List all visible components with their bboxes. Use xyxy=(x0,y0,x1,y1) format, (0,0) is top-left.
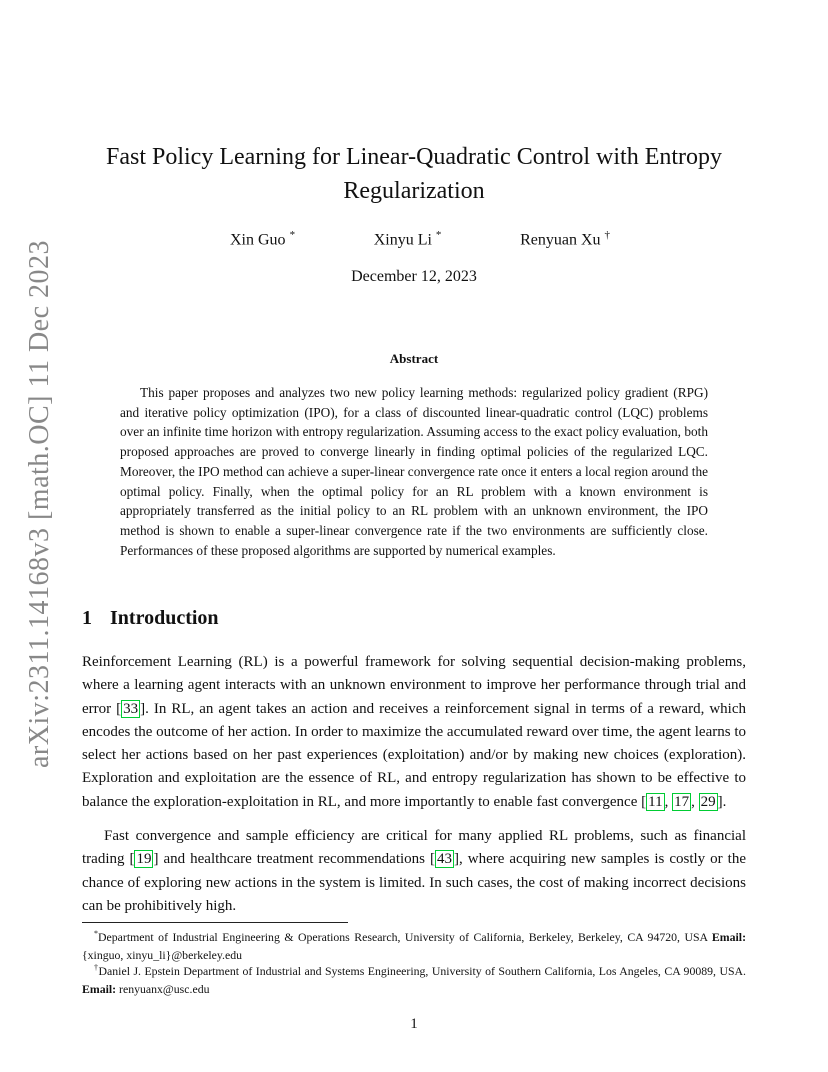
author: Renyuan Xu † xyxy=(520,229,610,249)
section-heading xyxy=(82,607,219,630)
abstract-text: This paper proposes and analyzes two new policy learning methods: regularized policy gradient (RPG) and iterative policy optimization (IPO), for a class of discounted linear-quadratic control (LQC) problems over an infinite time horizon with entropy regularization. Assuming access to the exact policy evaluation, both proposed approaches are proved to converge linearly in finding optimal policies of the regularized LQC. Moreover, the IPO method can achieve a super-linear convergence rate once it enters a local region around the optimal policy. Finally, when the optimal policy for an RL problem with a known environment is appropriately transferred as the initial policy to an RL problem with an unknown environment, the IPO method is shown to enable a super-linear convergence rate if the two environments are sufficiently close. Performances of these proposed algorithms are supported by numerical examples. xyxy=(120,385,708,558)
footnote: *Department of Industrial Engineering & Operations Research, University of California, Berkeley, Berkeley, CA 94720, USA Email: {xinguo, xinyu_li}@berkeley.edu xyxy=(82,929,746,963)
email-address: {xinguo, xinyu_li}@berkeley.edu xyxy=(82,948,243,963)
author: Xin Guo * xyxy=(230,229,296,249)
footnote-divider xyxy=(82,922,348,923)
abstract-heading: Abstract xyxy=(389,351,439,366)
author: Xinyu Li * xyxy=(373,229,442,249)
page-number: 1 xyxy=(410,1016,418,1032)
citation-link[interactable]: 43 xyxy=(437,851,453,868)
author-list xyxy=(230,229,610,249)
citation-link[interactable]: 19 xyxy=(136,851,152,868)
arxiv-stamp-text: arXiv:2311.14168v3 [math.OC] 11 Dec 2023 xyxy=(24,239,55,769)
footnote: †Daniel J. Epstein Department of Industrial and Systems Engineering, University of Southern California, Los Angeles, CA 90089, USA. Email: renyuanx@usc.edu xyxy=(82,963,747,997)
body-paragraph: Fast convergence and sample efficiency are critical for many applied RL problems, such as financial trading [ 19 ] and healthcare treatment recommendations [ 43 ], where acquiring new samples is costly or the chance of exploring new actions in the system is limited. In such cases, the cost of making incorrect decisions can be prohibitively high. xyxy=(82,828,746,914)
arxiv-stamp xyxy=(20,239,60,769)
citation-link[interactable]: 17 xyxy=(674,793,690,810)
citation-link[interactable]: 11 xyxy=(648,793,663,810)
paper-title: Fast Policy Learning for Linear-Quadratic Control with Entropy Regularization xyxy=(105,144,723,204)
citation-link[interactable]: 29 xyxy=(700,793,716,810)
body-paragraph: Reinforcement Learning (RL) is a powerful framework for solving sequential decision-making problems, where a learning agent interacts with an unknown environment to improve her performance through trial and error [ 33 ]. In RL, an agent takes an action and receives a reinforcement signal in terms of a reward, which encodes the outcome of her action. In order to maximize the accumulated reward over time, the agent learns to select her actions based on her past experiences (exploitation) and/or by making new choices (exploration). Exploration and exploitation are the essence of RL, and entropy regularization has shown to be effective to balance the exploration-exploitation in RL, and more importantly to enable fast convergence [ 11 , 17 , 29 ]. xyxy=(82,654,746,810)
email-address: renyuanx@usc.edu xyxy=(119,982,210,997)
section-title: Introduction xyxy=(110,607,219,629)
citation-link[interactable]: 33 xyxy=(123,700,139,717)
section-number: 1 xyxy=(82,607,92,629)
paper-date: December 12, 2023 xyxy=(351,268,477,285)
